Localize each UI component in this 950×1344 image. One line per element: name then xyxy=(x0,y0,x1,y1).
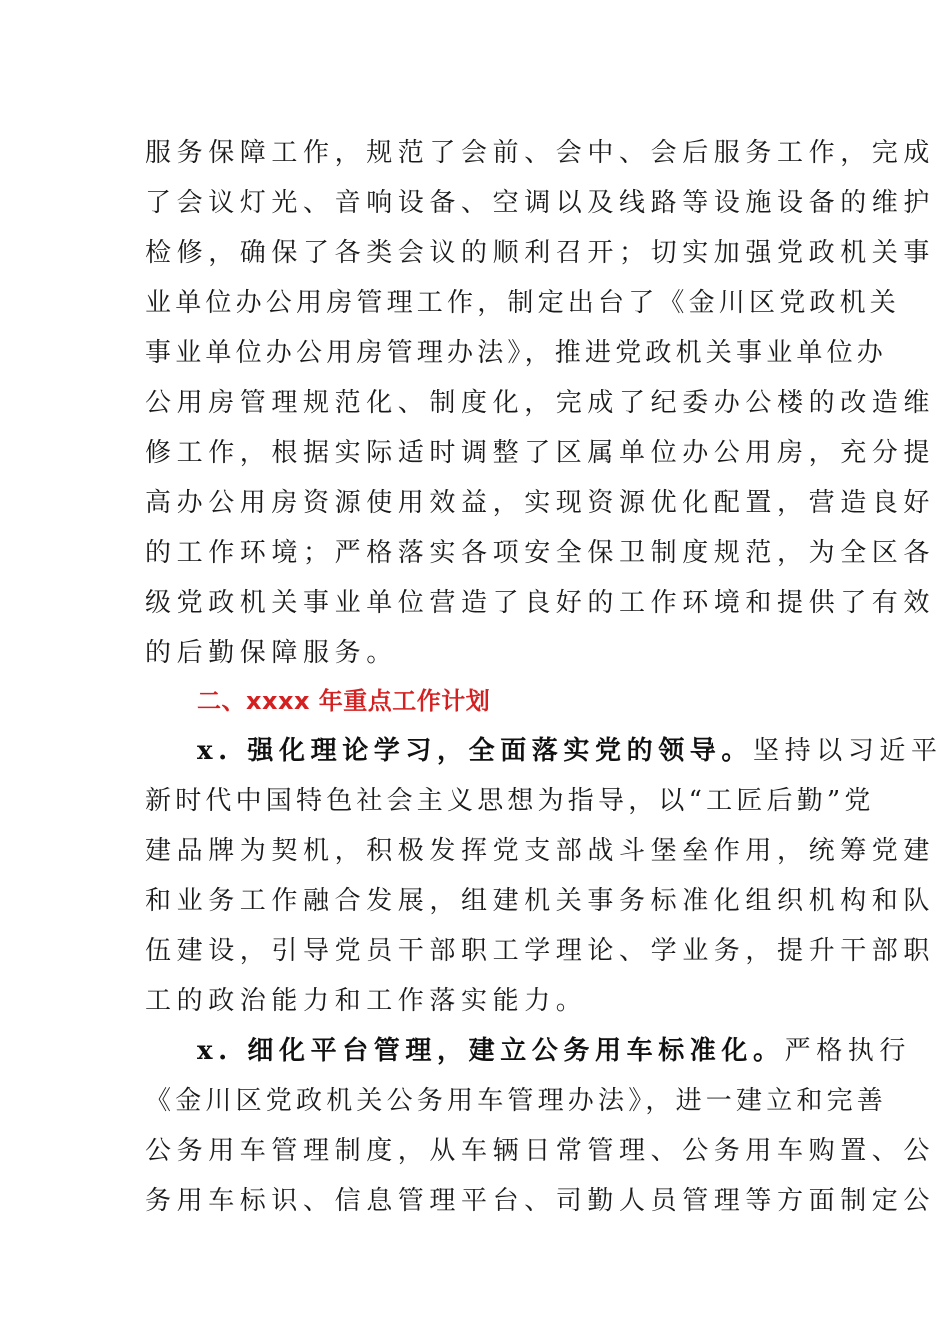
body-text-line: 了会议灯光、音响设备、空调以及线路等设施设备的维护 xyxy=(145,188,936,218)
body-text-line: 和业务工作融合发展，组建机关事务标准化组织机构和队 xyxy=(145,886,936,916)
body-text-line: 事业单位办公用房管理办法》，推进党政机关事业单位办 xyxy=(145,338,888,368)
item-1-title: x. 强化理论学习，全面落实党的领导。 xyxy=(197,736,754,766)
item-1-first-line xyxy=(197,726,943,776)
section-heading: 二、xxxx 年重点工作计划 xyxy=(197,687,491,715)
body-text-line: 务用车标识、信息管理平台、司勤人员管理等方面制定公 xyxy=(145,1186,936,1216)
body-text-line: 级党政机关事业单位营造了良好的工作环境和提供了有效 xyxy=(145,588,936,618)
body-text-line: 建品牌为契机，积极发挥党支部战斗堡垒作用，统筹党建 xyxy=(145,836,936,866)
body-text-line: 的后勤保障服务。 xyxy=(145,638,398,668)
body-text-line: 新时代中国特色社会主义思想为指导，以“工匠后勤”党 xyxy=(145,786,875,816)
item-1-title-rest: 坚持以习近平 xyxy=(753,736,943,766)
body-text-line: 伍建设，引导党员干部职工学理论、学业务，提升干部职 xyxy=(145,936,936,966)
item-2-title: x. 细化平台管理，建立公务用车标准化。 xyxy=(197,1036,785,1066)
body-text-line: 的工作环境；严格落实各项安全保卫制度规范，为全区各 xyxy=(145,538,936,568)
body-text-line: 高办公用房资源使用效益，实现资源优化配置，营造良好 xyxy=(145,488,936,518)
body-text-line: 公用房管理规范化、制度化，完成了纪委办公楼的改造维 xyxy=(145,388,936,418)
body-text-line: 服务保障工作，规范了会前、会中、会后服务工作，完成 xyxy=(145,138,936,168)
body-text-line: 《金川区党政机关公务用车管理办法》，进一建立和完善 xyxy=(145,1086,888,1116)
item-2-title-rest: 严格执行 xyxy=(784,1036,912,1066)
item-2-first-line xyxy=(197,1026,912,1076)
body-text-line: 工的政治能力和工作落实能力。 xyxy=(145,986,588,1016)
body-text-line: 检修，确保了各类会议的顺利召开；切实加强党政机关事 xyxy=(145,238,936,268)
body-text-line: 公务用车管理制度，从车辆日常管理、公务用车购置、公 xyxy=(145,1136,936,1166)
body-text-line: 业单位办公用房管理工作，制定出台了《金川区党政机关 xyxy=(145,288,901,318)
body-text-line: 修工作，根据实际适时调整了区属单位办公用房，充分提 xyxy=(145,438,936,468)
